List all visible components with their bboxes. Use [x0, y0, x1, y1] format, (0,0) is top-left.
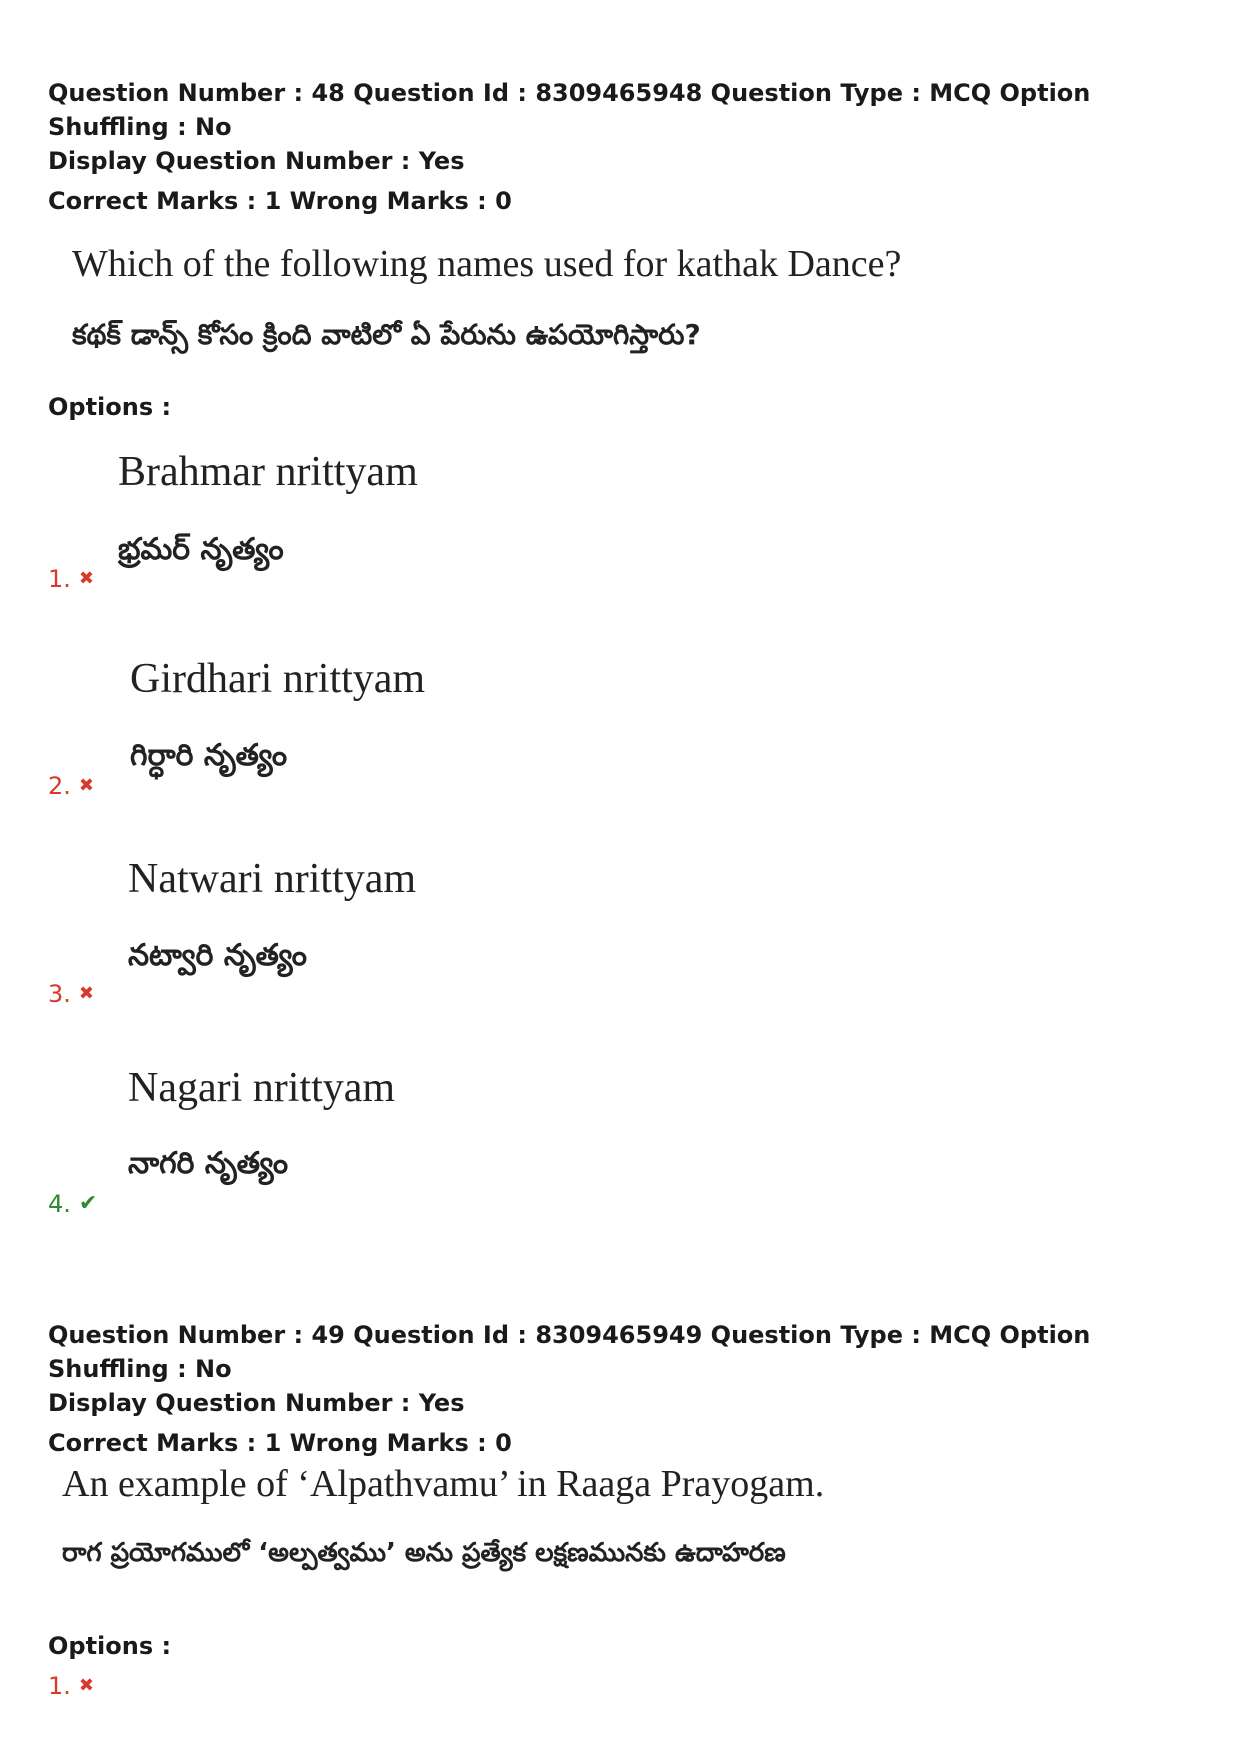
option-2-text-en: Girdhari nrittyam [130, 656, 426, 702]
cross-icon: ✖ [78, 983, 94, 1004]
option-3-text-te: నట్వారి నృత్యం [128, 938, 308, 973]
option-4-number [48, 1190, 97, 1218]
question-49-meta [48, 1318, 1198, 1460]
option-1-text-te: భ్రమర్ నృత్యం [118, 532, 284, 567]
options-label: Options : [48, 1632, 172, 1660]
option-1-number [48, 565, 94, 593]
option-4-text-te: నాగరి నృత్యం [128, 1146, 289, 1181]
question-48-text-en: Which of the following names used for kathak Dance? [72, 243, 902, 285]
question-meta-line: Display Question Number : Yes [48, 147, 465, 175]
cross-icon: ✖ [78, 775, 94, 796]
option-2-number [48, 772, 94, 800]
question-49-text-en: An example of ‘Alpathvamu’ in Raaga Prayogam. [62, 1463, 825, 1505]
option-number: 3. [48, 980, 71, 1008]
option-1-text-en: Brahmar nrittyam [118, 449, 418, 495]
question-48-meta [48, 76, 1198, 218]
option-number: 1. [48, 1672, 71, 1700]
option-3-number [48, 980, 94, 1008]
option-1-number [48, 1672, 94, 1700]
option-number: 1. [48, 565, 71, 593]
option-2-text-te: గిర్ధారి నృత్యం [130, 738, 288, 773]
question-48-text-te: కథక్ డాన్స్ కోసం క్రింది వాటిలో ఏ పేరును ఉపయోగిస్తారు? [72, 318, 701, 351]
cross-icon: ✖ [78, 568, 94, 589]
option-number: 2. [48, 772, 71, 800]
option-number: 4. [48, 1190, 71, 1218]
question-meta-line: Question Number : 49 Question Id : 8309465949 Question Type : MCQ Option Shuffling : No [48, 1321, 1091, 1383]
options-label: Options : [48, 393, 172, 421]
question-marks-line: Correct Marks : 1 Wrong Marks : 0 [48, 187, 512, 215]
option-4-text-en: Nagari nrittyam [128, 1065, 396, 1111]
cross-icon: ✖ [78, 1675, 94, 1696]
question-49-text-te: రాగ ప్రయోగములో ‘అల్పత్వము’ అను ప్రత్యేక లక్షణమునకు ఉదాహరణ [62, 1538, 786, 1568]
question-marks-line: Correct Marks : 1 Wrong Marks : 0 [48, 1429, 512, 1457]
question-meta-line: Display Question Number : Yes [48, 1389, 465, 1417]
option-3-text-en: Natwari nrittyam [128, 856, 417, 902]
check-icon: ✔ [78, 1191, 98, 1216]
question-meta-line: Question Number : 48 Question Id : 8309465948 Question Type : MCQ Option Shuffling : No [48, 79, 1091, 141]
